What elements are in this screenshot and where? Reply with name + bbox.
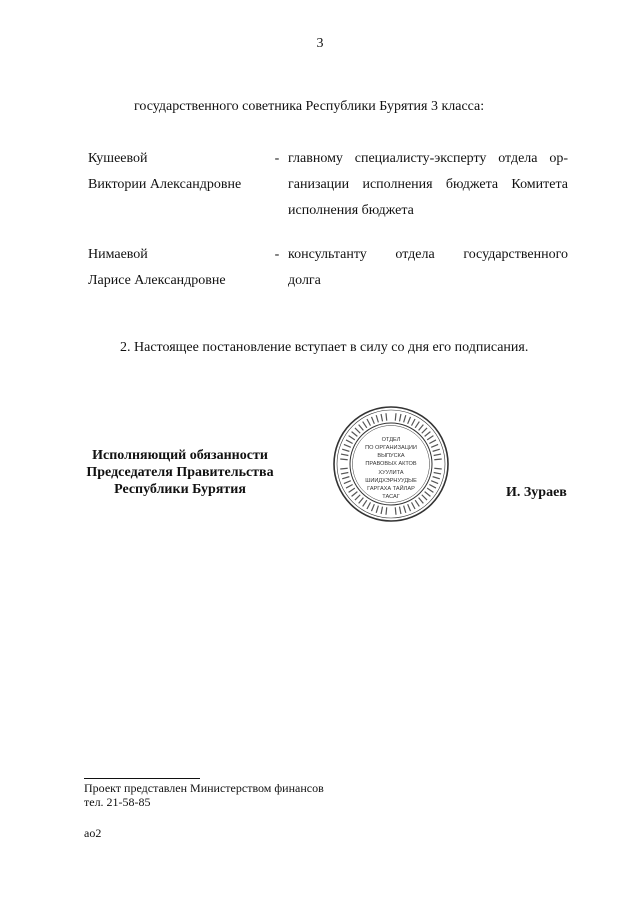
seal-lettering-stroke	[425, 432, 431, 437]
seal-text-line: ГАРГАХА ТАЙЛАР	[367, 486, 415, 492]
seal-lettering-stroke	[429, 485, 436, 489]
seal-lettering-stroke	[425, 492, 431, 497]
seal-lettering-stroke	[381, 414, 382, 421]
document-code: ао2	[84, 826, 102, 840]
seal-lettering-stroke	[422, 428, 427, 433]
seal-lettering-stroke	[427, 436, 433, 440]
appointee-surname: Кушеевой	[88, 151, 148, 166]
appointee-given-names: Виктории Александровне	[88, 177, 242, 192]
seal-lettering-stroke	[399, 507, 400, 514]
appointee-position	[288, 146, 568, 224]
seal-lettering-stroke	[431, 481, 438, 484]
position-line: исполнения бюджета	[288, 203, 414, 218]
seal-lettering-stroke	[371, 417, 374, 424]
dash: -	[274, 151, 280, 166]
seal-lettering-stroke	[367, 419, 371, 426]
position-line: долга	[288, 273, 321, 288]
seal-lettering-stroke	[376, 415, 378, 422]
seal-lettering-stroke	[359, 425, 364, 431]
seal-lettering-stroke	[433, 477, 440, 479]
seal-text-line: ШИИДХЭРНУУДЫЕ	[365, 478, 417, 484]
page-number: 3	[316, 36, 324, 51]
seal-lettering-stroke	[340, 459, 347, 460]
seal-lettering-stroke	[355, 428, 360, 433]
appointee-position	[288, 242, 568, 294]
seal-lettering-stroke	[395, 413, 396, 420]
seal-lettering-stroke	[344, 481, 351, 484]
seal-lettering-stroke	[431, 444, 438, 447]
seal-lettering-stroke	[371, 504, 374, 511]
seal-text-line: ПРАВОВЫХ АКТОВ	[365, 461, 417, 467]
seal-text-line: ПО ОРГАНИЗАЦИИ	[365, 445, 417, 451]
seal-lettering-stroke	[346, 485, 353, 489]
seal-lettering-stroke	[412, 502, 416, 509]
appointee-name	[88, 242, 258, 294]
seal-lettering-stroke	[341, 454, 348, 455]
seal-lettering-stroke	[349, 488, 355, 492]
seal-lettering-stroke	[419, 425, 424, 431]
appointee-given-names: Ларисе Александровне	[88, 273, 226, 288]
seal-lettering-stroke	[408, 417, 411, 424]
seal-text-line: ОТДЕЛ	[381, 437, 401, 443]
seal-text-line: ВЫПУСКА	[377, 453, 405, 459]
footer-note	[84, 781, 324, 809]
signatory-name: И. Зураев	[506, 485, 567, 500]
signatory-title-line: Республики Бурятия	[114, 482, 246, 497]
seal-lettering-stroke	[422, 495, 427, 500]
seal-center-text	[365, 437, 417, 500]
seal-lettering-stroke	[408, 504, 411, 511]
intro-line: государственного советника Республики Бурятия 3 класса:	[134, 99, 485, 114]
seal-lettering-stroke	[399, 414, 400, 421]
seal-lettering-stroke	[415, 422, 419, 428]
seal-lettering-stroke	[355, 495, 360, 500]
seal-lettering-stroke	[434, 454, 441, 455]
footer-line: тел. 21-58-85	[84, 795, 151, 809]
footer-divider	[84, 778, 200, 779]
seal-lettering-stroke	[415, 500, 419, 506]
seal-lettering-stroke	[419, 498, 424, 504]
appointee-surname: Нимаевой	[88, 247, 148, 262]
seal-lettering-stroke	[340, 468, 347, 469]
seal-lettering-stroke	[404, 506, 406, 513]
seal-lettering-stroke	[434, 472, 441, 473]
dash: -	[274, 247, 280, 262]
seal-lettering-stroke	[434, 468, 441, 469]
position-line: ганизации исполнения бюджета Комитета	[288, 177, 568, 192]
seal-lettering-stroke	[429, 440, 436, 444]
signatory-title-line: Председателя Правительства	[86, 465, 274, 480]
official-seal	[331, 404, 451, 524]
seal-lettering-stroke	[367, 502, 371, 509]
seal-lettering-stroke	[376, 506, 378, 513]
seal-lettering-stroke	[342, 449, 349, 451]
signatory-title-line: Исполняющий обязанности	[92, 448, 268, 463]
seal-lettering-stroke	[434, 459, 441, 460]
seal-lettering-stroke	[395, 507, 396, 514]
seal-lettering-stroke	[404, 415, 406, 422]
seal-lettering-stroke	[341, 472, 348, 473]
signatory-title	[80, 447, 280, 498]
position-line: консультанту отдела государственного	[288, 247, 568, 262]
seal-lettering-stroke	[381, 507, 382, 514]
seal-lettering-stroke	[363, 422, 367, 428]
seal-lettering-stroke	[363, 500, 367, 506]
footer-line: Проект представлен Министерством финансов	[84, 781, 324, 795]
seal-text-line: ХУУЛИТА	[378, 470, 404, 476]
seal-lettering-stroke	[427, 488, 433, 492]
seal-lettering-stroke	[386, 413, 387, 420]
seal-lettering-stroke	[433, 449, 440, 451]
seal-lettering-stroke	[359, 498, 364, 504]
seal-lettering-stroke	[344, 444, 351, 447]
position-line: главному специалисту-эксперту отдела ор-	[288, 151, 568, 166]
seal-lettering-stroke	[352, 492, 358, 497]
clause-2: 2. Настоящее постановление вступает в силу со дня его подписания.	[120, 340, 529, 355]
seal-lettering-stroke	[349, 436, 355, 440]
seal-lettering-stroke	[352, 432, 358, 437]
seal-lettering-stroke	[342, 477, 349, 479]
appointee-name	[88, 146, 258, 198]
seal-lettering-stroke	[346, 440, 353, 444]
seal-lettering-stroke	[386, 507, 387, 514]
seal-lettering-stroke	[412, 419, 416, 426]
seal-text-line: ТАСАГ	[382, 494, 400, 500]
